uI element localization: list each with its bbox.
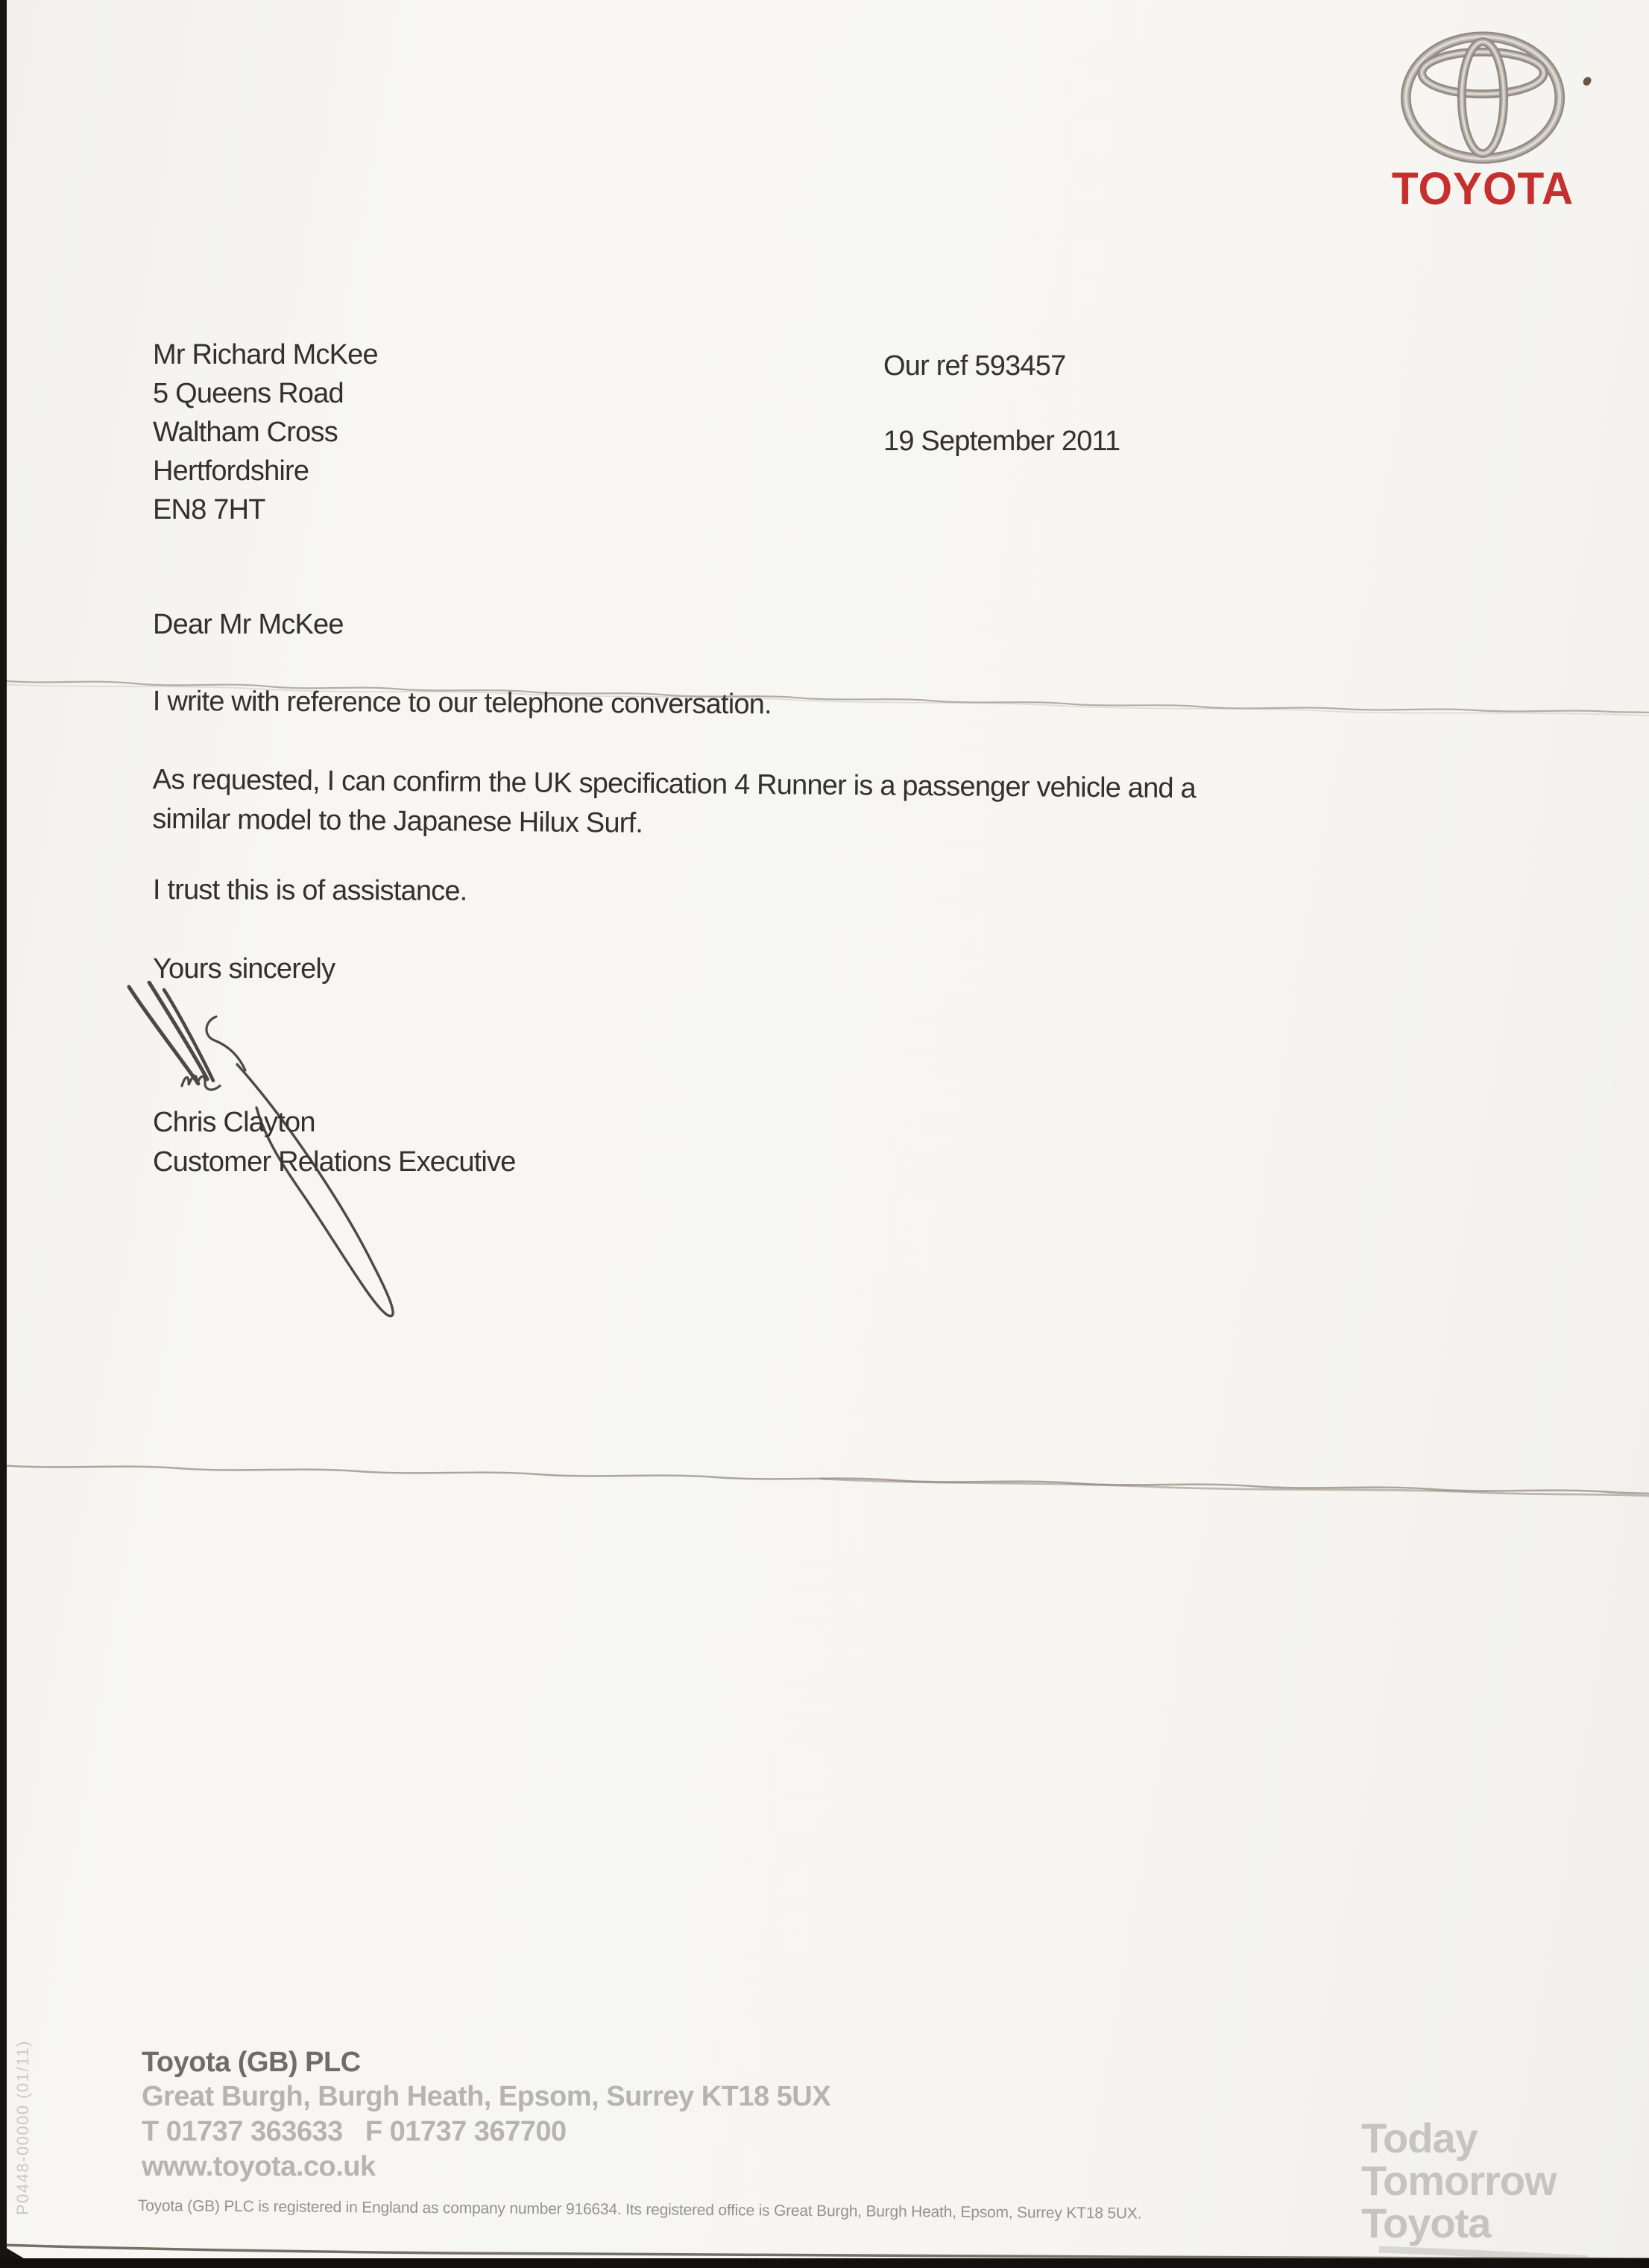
signature-handwriting bbox=[110, 981, 431, 1339]
recipient-name: Mr Richard McKee bbox=[153, 339, 378, 370]
signatory-name: Chris Clayton bbox=[153, 1107, 315, 1138]
paragraph-2: As requested, I can confirm the UK specification 4 Runner is a passenger vehicle and a similar model to the Japanese Hilux Surf. bbox=[152, 763, 1196, 839]
page-curl-shadow bbox=[0, 2245, 1649, 2259]
closing-valediction: Yours sincerely bbox=[153, 953, 335, 985]
footer-phone-fax: F 01737 367700 bbox=[365, 2116, 567, 2147]
our-ref-line: Our ref 593457 bbox=[883, 350, 1066, 382]
recipient-town: Waltham Cross bbox=[153, 417, 338, 448]
footer-phone-tel: T 01737 363633 bbox=[142, 2116, 343, 2147]
footer-company-name: Toyota (GB) PLC bbox=[142, 2047, 361, 2078]
recipient-address-block bbox=[153, 335, 378, 529]
paragraph-1: I write with reference to our telephone conversation. bbox=[152, 685, 772, 721]
slogan-line-tomorrow: Tomorrow bbox=[1361, 2157, 1557, 2204]
footer-legal-text: Toyota (GB) PLC is registered in England as company number 916634. Its registered office is Great Burgh, Burgh Heath, Epsom, Surrey KT18 5UX. bbox=[137, 2197, 1142, 2223]
salutation: Dear Mr McKee bbox=[153, 609, 344, 640]
footer-address: Great Burgh, Burgh Heath, Epsom, Surrey KT18 5UX bbox=[142, 2081, 831, 2112]
recipient-postcode: EN8 7HT bbox=[153, 494, 265, 525]
slogan-line-toyota: Toyota bbox=[1361, 2199, 1491, 2246]
footer-website: www.toyota.co.uk bbox=[142, 2151, 376, 2182]
fold-crease-bottom bbox=[0, 1465, 1649, 1494]
toyota-wordmark: TOYOTA bbox=[1391, 163, 1574, 214]
scan-edge-left bbox=[0, 0, 7, 2268]
toyota-logo bbox=[1381, 30, 1584, 215]
footer-phone bbox=[142, 2116, 567, 2148]
signatory-title: Customer Relations Executive bbox=[153, 1146, 516, 1178]
toyota-emblem-icon bbox=[1399, 30, 1566, 165]
date-line: 19 September 2011 bbox=[883, 426, 1120, 457]
recipient-county: Hertfordshire bbox=[153, 455, 309, 487]
recipient-street: 5 Queens Road bbox=[153, 378, 344, 409]
scan-edge-bottom bbox=[0, 2258, 1649, 2268]
form-code-vertical: P0448-00000 (01/11) bbox=[13, 2040, 32, 2215]
slogan-line-today: Today bbox=[1361, 2114, 1478, 2161]
slogan-watermark bbox=[1361, 2114, 1557, 2246]
paragraph-3: I trust this is of assistance. bbox=[152, 874, 467, 907]
